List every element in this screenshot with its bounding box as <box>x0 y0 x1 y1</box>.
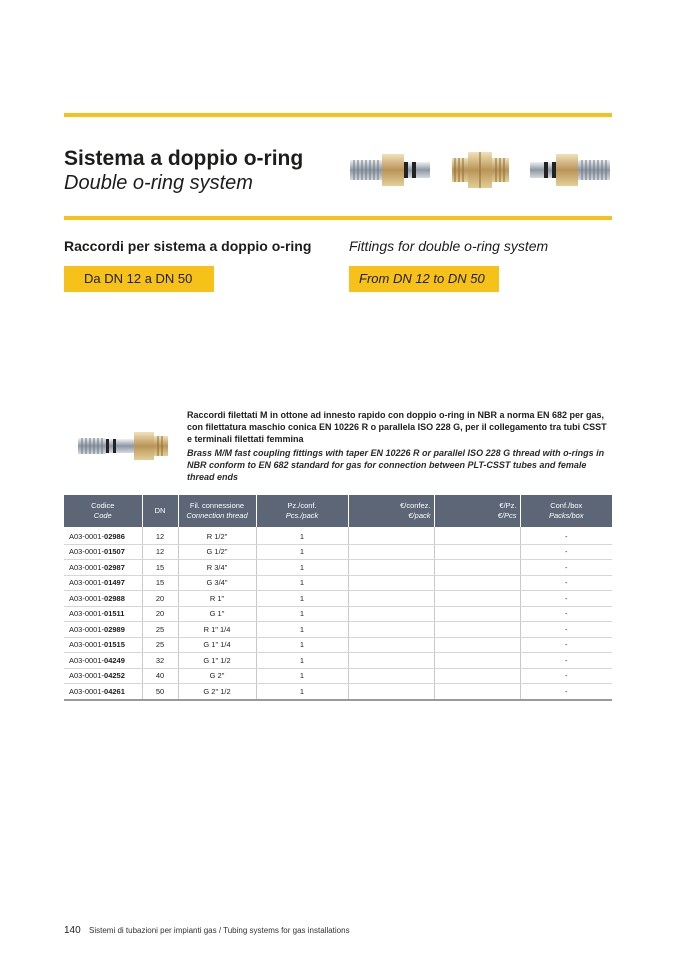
table-row <box>64 544 612 560</box>
cell-packs-per-box: - <box>520 544 612 560</box>
code-prefix: A03-0001- <box>69 624 105 634</box>
table-row <box>64 606 612 622</box>
cell-price-per-pack <box>348 637 434 653</box>
cell-pieces-per-pack: 1 <box>256 575 348 591</box>
code-prefix: A03-0001- <box>69 578 105 588</box>
section-subtitle-english: Fittings for double o-ring system <box>349 238 549 254</box>
code-prefix: A03-0001- <box>69 671 105 681</box>
cell-code <box>64 653 142 669</box>
cell-price-per-pack <box>348 622 434 638</box>
cell-dn: 12 <box>142 544 178 560</box>
cell-thread: G 1" 1/2 <box>178 653 256 669</box>
cell-pieces-per-pack: 1 <box>256 606 348 622</box>
column-header-pieces-per-pack: Pz./conf. Pcs./pack <box>256 495 348 527</box>
cell-packs-per-box: - <box>520 606 612 622</box>
cell-code <box>64 544 142 560</box>
table-row <box>64 527 612 544</box>
range-badge-english: From DN 12 to DN 50 <box>349 266 499 292</box>
cell-dn: 20 <box>142 591 178 607</box>
cell-thread: R 3/4" <box>178 560 256 576</box>
cell-pieces-per-pack: 1 <box>256 668 348 684</box>
code-prefix: A03-0001- <box>69 686 105 696</box>
code-suffix: 02987 <box>104 562 125 572</box>
hero-fitting-image-3 <box>528 148 612 192</box>
cell-thread: R 1/2" <box>178 527 256 544</box>
cell-price-per-piece <box>434 637 520 653</box>
cell-packs-per-box: - <box>520 575 612 591</box>
cell-price-per-pack <box>348 668 434 684</box>
cell-dn: 32 <box>142 653 178 669</box>
table-row <box>64 637 612 653</box>
footer-text: Sistemi di tubazioni per impianti gas / Tubing systems for gas installations <box>89 926 350 935</box>
table-row <box>64 622 612 638</box>
cell-packs-per-box: - <box>520 653 612 669</box>
code-prefix: A03-0001- <box>69 531 105 541</box>
cell-pieces-per-pack: 1 <box>256 622 348 638</box>
cell-price-per-piece <box>434 622 520 638</box>
range-badge: Da DN 12 a DN 50 <box>64 266 214 292</box>
cell-code <box>64 684 142 700</box>
cell-dn: 25 <box>142 622 178 638</box>
cell-price-per-pack <box>348 653 434 669</box>
cell-packs-per-box: - <box>520 668 612 684</box>
code-suffix: 01497 <box>104 578 125 588</box>
cell-dn: 25 <box>142 637 178 653</box>
product-description-english: Brass M/M fast coupling fittings with taper EN 10226 R or parallel ISO 228 G thread with o-rings in NBR conform to EN 682 standard for gas for connection between PLT-CSST tubes and female thread ends <box>187 448 605 482</box>
table-row <box>64 560 612 576</box>
code-suffix: 04249 <box>104 655 125 665</box>
table-body <box>64 527 612 700</box>
cell-pieces-per-pack: 1 <box>256 653 348 669</box>
cell-code <box>64 637 142 653</box>
cell-price-per-pack <box>348 684 434 700</box>
cell-thread: R 1" 1/4 <box>178 622 256 638</box>
code-prefix: A03-0001- <box>69 655 105 665</box>
table-row <box>64 575 612 591</box>
code-suffix: 02986 <box>104 531 125 541</box>
table-row <box>64 668 612 684</box>
bottom-yellow-rule <box>64 216 612 220</box>
cell-thread: G 1" 1/4 <box>178 637 256 653</box>
table-row <box>64 684 612 700</box>
cell-code <box>64 560 142 576</box>
page-title: Sistema a doppio o-ring <box>64 147 304 170</box>
cell-thread: G 2" <box>178 668 256 684</box>
cell-dn: 12 <box>142 527 178 544</box>
page-title-english: Double o-ring system <box>64 172 253 194</box>
cell-pieces-per-pack: 1 <box>256 560 348 576</box>
cell-dn: 50 <box>142 684 178 700</box>
cell-price-per-pack <box>348 606 434 622</box>
cell-price-per-piece <box>434 575 520 591</box>
product-fitting-image <box>76 426 171 466</box>
column-header-code: Codice Code <box>64 495 142 527</box>
cell-code <box>64 668 142 684</box>
cell-thread: G 2" 1/2 <box>178 684 256 700</box>
code-suffix: 02989 <box>104 624 125 634</box>
cell-price-per-pack <box>348 575 434 591</box>
section-subtitle: Raccordi per sistema a doppio o-ring <box>64 238 312 254</box>
cell-packs-per-box: - <box>520 637 612 653</box>
cell-dn: 15 <box>142 560 178 576</box>
hero-fitting-image-2 <box>450 148 512 192</box>
cell-code <box>64 606 142 622</box>
cell-code <box>64 575 142 591</box>
cell-price-per-pack <box>348 560 434 576</box>
cell-price-per-piece <box>434 544 520 560</box>
cell-pieces-per-pack: 1 <box>256 684 348 700</box>
cell-pieces-per-pack: 1 <box>256 544 348 560</box>
cell-code <box>64 527 142 544</box>
cell-price-per-piece <box>434 653 520 669</box>
cell-dn: 15 <box>142 575 178 591</box>
column-header-dn: DN <box>142 495 178 527</box>
cell-thread: G 1/2" <box>178 544 256 560</box>
cell-packs-per-box: - <box>520 684 612 700</box>
cell-dn: 40 <box>142 668 178 684</box>
hero-fitting-image-1 <box>350 148 432 192</box>
cell-price-per-piece <box>434 606 520 622</box>
table-header <box>64 495 612 527</box>
cell-pieces-per-pack: 1 <box>256 591 348 607</box>
cell-thread: R 1" <box>178 591 256 607</box>
code-prefix: A03-0001- <box>69 562 105 572</box>
code-prefix: A03-0001- <box>69 593 105 603</box>
code-suffix: 01511 <box>104 609 125 619</box>
table-row <box>64 653 612 669</box>
cell-price-per-pack <box>348 591 434 607</box>
cell-price-per-pack <box>348 527 434 544</box>
cell-packs-per-box: - <box>520 560 612 576</box>
cell-thread: G 1" <box>178 606 256 622</box>
product-table <box>64 495 612 701</box>
page-number: 140 <box>64 925 81 936</box>
cell-code <box>64 622 142 638</box>
column-header-price-per-pack: €/confez. €/pack <box>348 495 434 527</box>
column-header-connection-thread: Fil. connessione Connection thread <box>178 495 256 527</box>
cell-packs-per-box: - <box>520 591 612 607</box>
code-suffix: 04252 <box>104 671 125 681</box>
cell-price-per-piece <box>434 560 520 576</box>
top-yellow-rule <box>64 113 612 117</box>
cell-code <box>64 591 142 607</box>
cell-packs-per-box: - <box>520 622 612 638</box>
product-description: Raccordi filettati M in ottone ad innesto rapido con doppio o-ring in NBR a norma EN 682 per gas, con filettatura maschio conica EN 10226 R o parallela ISO 228 G, per il collegamento tra tubi CSST e terminali filettati femmina <box>187 410 607 444</box>
code-suffix: 02988 <box>104 593 125 603</box>
column-header-price-per-piece: €/Pz. €/Pcs <box>434 495 520 527</box>
cell-pieces-per-pack: 1 <box>256 527 348 544</box>
code-suffix: 01515 <box>104 640 125 650</box>
cell-price-per-piece <box>434 684 520 700</box>
cell-packs-per-box: - <box>520 527 612 544</box>
code-suffix: 04261 <box>104 686 125 696</box>
column-header-packs-per-box: Conf./box Packs/box <box>520 495 612 527</box>
table-row <box>64 591 612 607</box>
cell-price-per-piece <box>434 527 520 544</box>
code-prefix: A03-0001- <box>69 640 105 650</box>
cell-price-per-piece <box>434 668 520 684</box>
code-suffix: 01507 <box>104 547 125 557</box>
cell-price-per-pack <box>348 544 434 560</box>
cell-price-per-piece <box>434 591 520 607</box>
cell-thread: G 3/4" <box>178 575 256 591</box>
code-prefix: A03-0001- <box>69 547 105 557</box>
cell-pieces-per-pack: 1 <box>256 637 348 653</box>
code-prefix: A03-0001- <box>69 609 105 619</box>
cell-dn: 20 <box>142 606 178 622</box>
